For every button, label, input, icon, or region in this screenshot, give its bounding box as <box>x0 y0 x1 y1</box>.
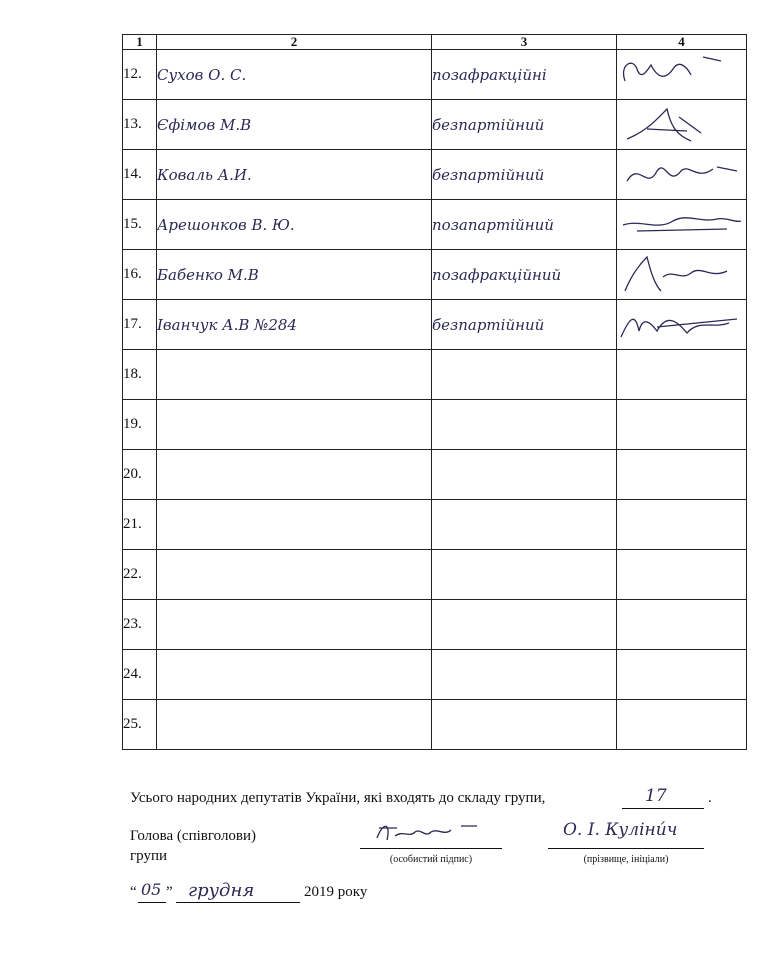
signature-line <box>360 828 502 849</box>
total-deputies-end: . <box>708 790 712 806</box>
deputy-name: Сухов О. С. <box>157 50 432 100</box>
registration-table <box>122 34 747 750</box>
row-number: 12. <box>123 50 157 100</box>
row-number: 15. <box>123 200 157 250</box>
deputy-name <box>157 550 432 600</box>
deputy-name: Арешонков В. Ю. <box>157 200 432 250</box>
table-row <box>123 500 747 550</box>
party-affiliation: безпартійний <box>432 100 617 150</box>
row-number: 17. <box>123 300 157 350</box>
signature-cell <box>617 650 747 700</box>
table-row <box>123 150 747 200</box>
deputy-name <box>157 500 432 550</box>
deputy-name <box>157 400 432 450</box>
deputy-name: Бабенко М.В <box>157 250 432 300</box>
signature-cell <box>617 450 747 500</box>
head-label-line-1: Голова (співголови) <box>130 828 257 844</box>
signature-cell <box>617 200 747 250</box>
party-affiliation: безпартійний <box>432 300 617 350</box>
table-row <box>123 350 747 400</box>
row-number: 24. <box>123 650 157 700</box>
table-row <box>123 550 747 600</box>
table-row <box>123 400 747 450</box>
signature-cell <box>617 500 747 550</box>
signature-cell <box>617 400 747 450</box>
name-caption: (прізвище, ініціали) <box>583 854 669 865</box>
row-number: 20. <box>123 450 157 500</box>
signature-cell <box>617 50 747 100</box>
party-affiliation: позафракційний <box>432 250 617 300</box>
table-row <box>123 300 747 350</box>
deputy-name <box>157 450 432 500</box>
row-number: 25. <box>123 700 157 750</box>
head-name: О. І. Куліни́ч <box>563 820 678 840</box>
table-header-row <box>123 35 747 50</box>
table-row <box>123 50 747 100</box>
table-row <box>123 600 747 650</box>
signature-cell <box>617 300 747 350</box>
party-affiliation <box>432 600 617 650</box>
deputy-name: Єфімов М.В <box>157 100 432 150</box>
party-affiliation <box>432 450 617 500</box>
row-number: 13. <box>123 100 157 150</box>
deputy-signature <box>617 301 745 349</box>
row-number: 14. <box>123 150 157 200</box>
party-affiliation: позапартійний <box>432 200 617 250</box>
table-row <box>123 200 747 250</box>
date-close-quote: ” <box>166 884 173 900</box>
party-affiliation <box>432 650 617 700</box>
row-number: 19. <box>123 400 157 450</box>
row-number: 21. <box>123 500 157 550</box>
row-number: 23. <box>123 600 157 650</box>
deputy-signature <box>617 51 745 99</box>
column-header: 3 <box>432 35 617 50</box>
column-header: 2 <box>157 35 432 50</box>
date-month: грудня <box>188 880 255 901</box>
deputy-name <box>157 650 432 700</box>
table-row <box>123 100 747 150</box>
total-deputies-label: Усього народних депутатів України, які входять до складу групи, <box>130 790 546 806</box>
deputy-name <box>157 700 432 750</box>
signature-cell <box>617 600 747 650</box>
signature-cell <box>617 250 747 300</box>
table-row <box>123 700 747 750</box>
deputy-signature <box>617 101 745 149</box>
table-row <box>123 450 747 500</box>
column-header: 1 <box>123 35 157 50</box>
row-number: 16. <box>123 250 157 300</box>
date-open-quote: “ <box>130 884 137 900</box>
deputy-name: Коваль А.И. <box>157 150 432 200</box>
party-affiliation: позафракційні <box>432 50 617 100</box>
party-affiliation <box>432 350 617 400</box>
deputy-name <box>157 600 432 650</box>
signature-cell <box>617 700 747 750</box>
total-deputies-value: 17 <box>645 786 667 806</box>
deputy-signature <box>617 201 745 249</box>
deputy-name: Іванчук А.В №284 <box>157 300 432 350</box>
party-affiliation: безпартійний <box>432 150 617 200</box>
party-affiliation <box>432 700 617 750</box>
signature-caption: (особистий підпис) <box>389 854 473 865</box>
row-number: 22. <box>123 550 157 600</box>
signature-cell <box>617 550 747 600</box>
head-label-line-2: групи <box>130 848 168 864</box>
deputy-signature <box>617 151 745 199</box>
party-affiliation <box>432 500 617 550</box>
party-affiliation <box>432 550 617 600</box>
date-year: 2019 року <box>304 884 368 900</box>
table-row <box>123 650 747 700</box>
deputy-name <box>157 350 432 400</box>
signature-cell <box>617 100 747 150</box>
party-affiliation <box>432 400 617 450</box>
column-header: 4 <box>617 35 747 50</box>
table-row <box>123 250 747 300</box>
name-line <box>548 828 704 849</box>
row-number: 18. <box>123 350 157 400</box>
signature-cell <box>617 150 747 200</box>
signature-cell <box>617 350 747 400</box>
deputy-signature <box>617 251 745 299</box>
date-day: 05 <box>141 880 162 899</box>
